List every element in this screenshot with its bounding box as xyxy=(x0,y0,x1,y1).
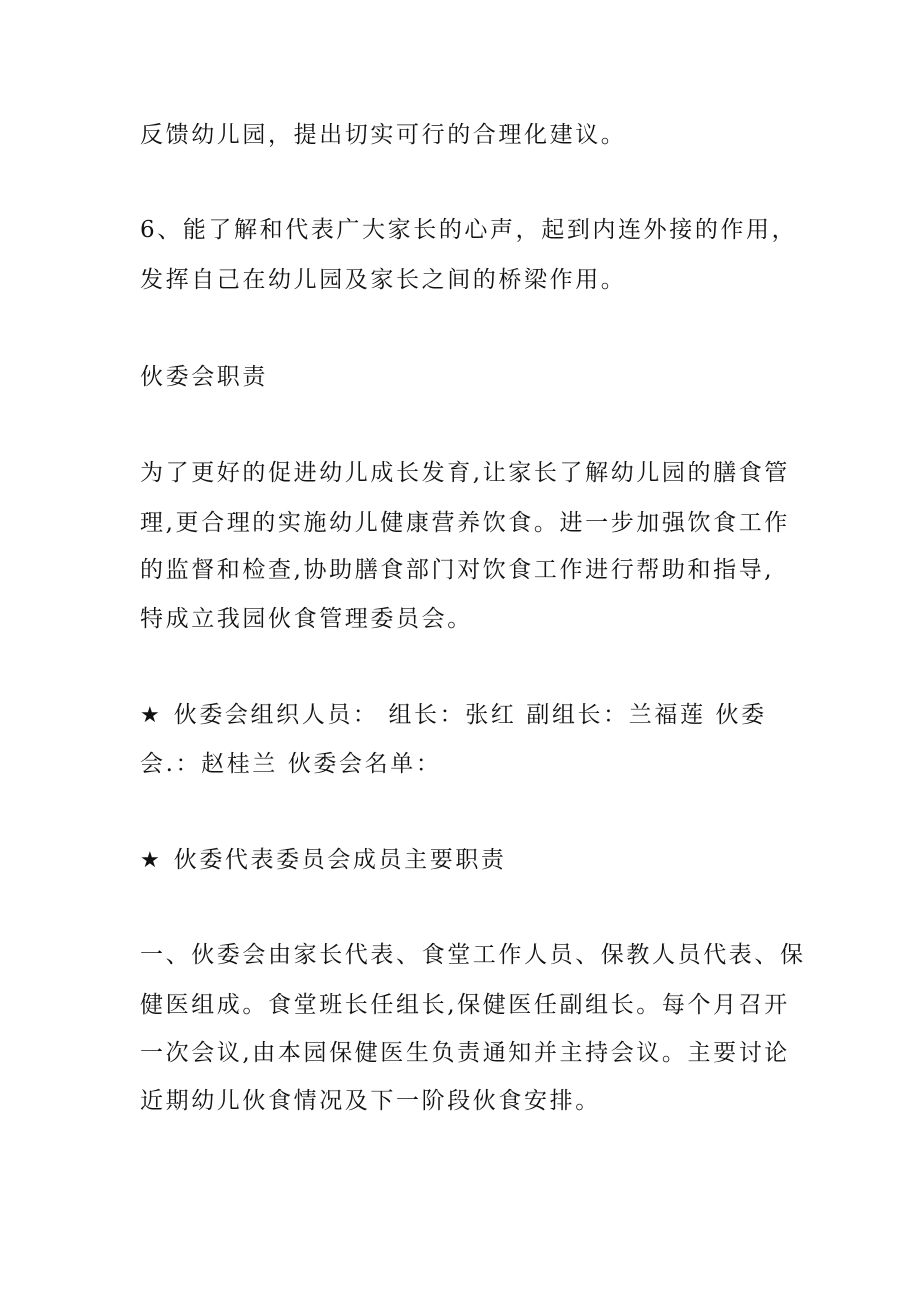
paragraph-item-6-line-2: 发挥自己在幼儿园及家长之间的桥梁作用。 xyxy=(140,267,627,293)
paragraph-intro-line-2: 理,更合理的实施幼儿健康营养饮食。进一步加强饮食工作 xyxy=(140,510,790,536)
paragraph-intro-line-4: 特成立我园伙食管理委员会。 xyxy=(140,606,473,632)
paragraph-duty-1-line-3: 一次会议,由本园保健医生负责通知并主持会议。主要讨论 xyxy=(140,1040,790,1066)
star-bullet-icon: ★ xyxy=(140,703,160,728)
paragraph-duty-1-line-1: 一、伙委会由家长代表、食堂工作人员、保教人员代表、保 xyxy=(140,942,806,968)
paragraph-feedback-line-1: 反馈幼儿园，提出切实可行的合理化建议。 xyxy=(140,122,627,148)
section-heading-committee-duties: 伙委会职责 xyxy=(140,364,268,390)
paragraph-members-line-2: 会.：赵桂兰 伙委会名单： xyxy=(140,751,442,777)
member-duties-heading-text: 伙委代表委员会成员主要职责 xyxy=(173,847,507,873)
paragraph-intro-line-1: 为了更好的促进幼儿成长发育,让家长了解幼儿园的膳食管 xyxy=(140,460,790,486)
paragraph-member-duties-heading xyxy=(140,845,790,876)
star-bullet-icon: ★ xyxy=(140,848,160,873)
paragraph-duty-1-line-4: 近期幼儿伙食情况及下一阶段伙食安排。 xyxy=(140,1088,601,1114)
paragraph-item-6-line-1: 6、能了解和代表广大家长的心声，起到内连外接的作用， xyxy=(140,217,798,243)
paragraph-members-line-1 xyxy=(140,700,790,731)
paragraph-intro-line-3: 的监督和检查,协助膳食部门对饮食工作进行帮助和指导, xyxy=(140,557,775,583)
paragraph-duty-1-line-2: 健医组成。食堂班长任组长,保健医任副组长。每个月召开 xyxy=(140,992,790,1018)
members-text-line-1: 伙委会组织人员： 组长：张红 副组长：兰福莲 伙委 xyxy=(173,702,767,728)
